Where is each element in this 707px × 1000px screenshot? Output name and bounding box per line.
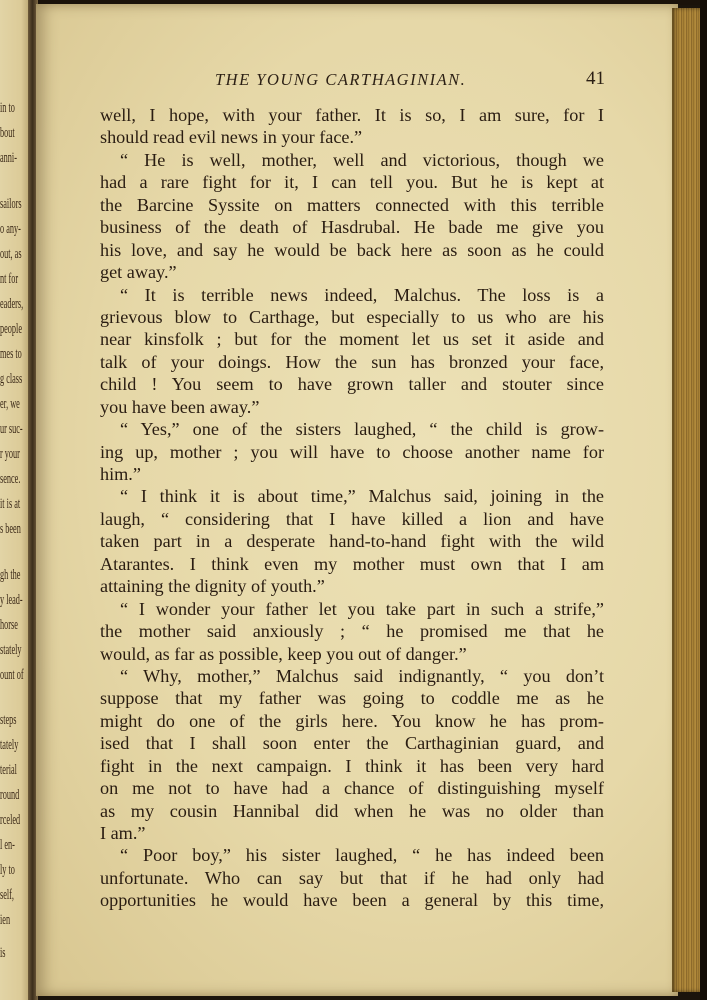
left-fragment: self, — [0, 887, 14, 903]
text-line: as my cousin Hannibal did when he was no older than — [100, 800, 604, 821]
running-title: THE YOUNG CARTHAGINIAN. — [215, 70, 467, 89]
text-line: unfortunate. Who can say but that if he had only had — [100, 867, 604, 888]
left-fragment: terial — [0, 762, 17, 778]
left-fragment: er, we — [0, 396, 20, 412]
left-fragment: s been — [0, 521, 21, 537]
left-fragment: sailors — [0, 196, 22, 212]
text-line: grievous blow to Carthage, but especially to us who are his — [100, 306, 604, 327]
text-line: on me not to have had a chance of distinguishing myself — [100, 778, 604, 799]
left-fragment: in to — [0, 100, 15, 116]
left-fragment: mes to — [0, 346, 22, 362]
left-fragment: people — [0, 321, 22, 337]
text-line: would, as far as possible, keep you out of danger.” — [100, 643, 467, 664]
text-line: might do one of the girls here. You know he has prom- — [100, 710, 604, 731]
left-fragment: ur suc- — [0, 421, 23, 437]
left-fragment: g class — [0, 371, 23, 387]
text-line: talk of your doings. How the sun has bronzed your face, — [100, 351, 604, 372]
text-line: I am.” — [100, 823, 146, 843]
left-fragment: nt for — [0, 271, 19, 287]
text-line: “ I think it is about time,” Malchus said, joining in the — [120, 486, 604, 507]
page-edges — [672, 8, 702, 992]
text-line: his love, and say he would be back here as soon as he could — [100, 239, 604, 260]
left-fragment: r your — [0, 446, 20, 462]
left-fragment: anni- — [0, 150, 17, 166]
text-line: opportunities he would have been a general by this time, — [100, 890, 604, 911]
left-fragment: is — [0, 945, 6, 961]
right-shadow — [700, 0, 707, 1000]
text-line: business of the death of Hasdrubal. He bade me give you — [100, 217, 604, 238]
left-fragment: eaders, — [0, 296, 24, 312]
text-line: get away.” — [100, 262, 177, 283]
text-line: Atarantes. I think even my mother must own that I am — [100, 553, 604, 574]
text-line: child ! You seem to have grown taller and stouter since — [100, 374, 604, 395]
text-line: the mother said anxiously ; “ he promised me that he — [100, 621, 604, 642]
text-line: “ Yes,” one of the sisters laughed, “ the child is grow- — [120, 419, 604, 440]
left-fragment: bout — [0, 125, 15, 141]
text-line: the Barcine Syssite on matters connected with this terrible — [100, 194, 604, 215]
left-fragment: y lead- — [0, 592, 23, 608]
left-fragment: round — [0, 787, 20, 803]
left-fragment: ly to — [0, 862, 15, 878]
text-line: “ Why, mother,” Malchus said indignantly, “ you don’t — [120, 665, 604, 686]
text-line: ing up, mother ; you will have to choose another name for — [100, 441, 604, 462]
left-fragment: ount of — [0, 667, 24, 683]
page-header — [215, 70, 605, 94]
left-fragment: o any- — [0, 221, 21, 237]
text-line: attaining the dignity of youth.” — [100, 576, 325, 597]
body-text — [100, 104, 604, 912]
text-line: “ I wonder your father let you take part in such a strife,” — [120, 598, 604, 619]
left-fragment: l en- — [0, 837, 15, 853]
text-line: well, I hope, with your father. It is so, I am sure, for I — [100, 105, 604, 125]
text-line: him.” — [100, 464, 141, 484]
left-fragment: sence. — [0, 471, 21, 487]
left-fragment: stately — [0, 642, 22, 658]
text-line: “ It is terrible news indeed, Malchus. The loss is a — [120, 284, 604, 305]
left-fragment: out, as — [0, 246, 22, 262]
text-line: “ Poor boy,” his sister laughed, “ he has indeed been — [120, 845, 604, 866]
text-line: had a rare fight for it, I can tell you. But he is kept at — [100, 172, 604, 193]
text-line: suppose that my father was going to coddle me as he — [100, 688, 604, 709]
left-fragment: gh the — [0, 567, 21, 583]
page-number: 41 — [586, 68, 605, 89]
text-line: “ He is well, mother, well and victorious, though we — [120, 149, 604, 170]
left-fragment: steps — [0, 712, 17, 728]
text-line: should read evil news in your face.” — [100, 127, 363, 148]
text-line: ised that I shall soon enter the Carthaginian guard, and — [100, 733, 604, 754]
text-line: laugh, “ considering that I have killed a lion and have — [100, 508, 604, 529]
left-fragment: rceled — [0, 812, 21, 828]
text-line: you have been away.” — [100, 396, 260, 417]
left-fragment: horse — [0, 617, 18, 633]
left-fragment: it is at — [0, 496, 21, 512]
left-facing-page — [0, 0, 30, 1000]
text-line: fight in the next campaign. I think it has been very hard — [100, 755, 604, 776]
left-fragment: ien — [0, 912, 11, 928]
left-fragment: tately — [0, 737, 19, 753]
text-line: taken part in a desperate hand-to-hand fight with the wild — [100, 531, 604, 552]
text-line: near kinsfolk ; but for the moment let us set it aside and — [100, 329, 604, 350]
